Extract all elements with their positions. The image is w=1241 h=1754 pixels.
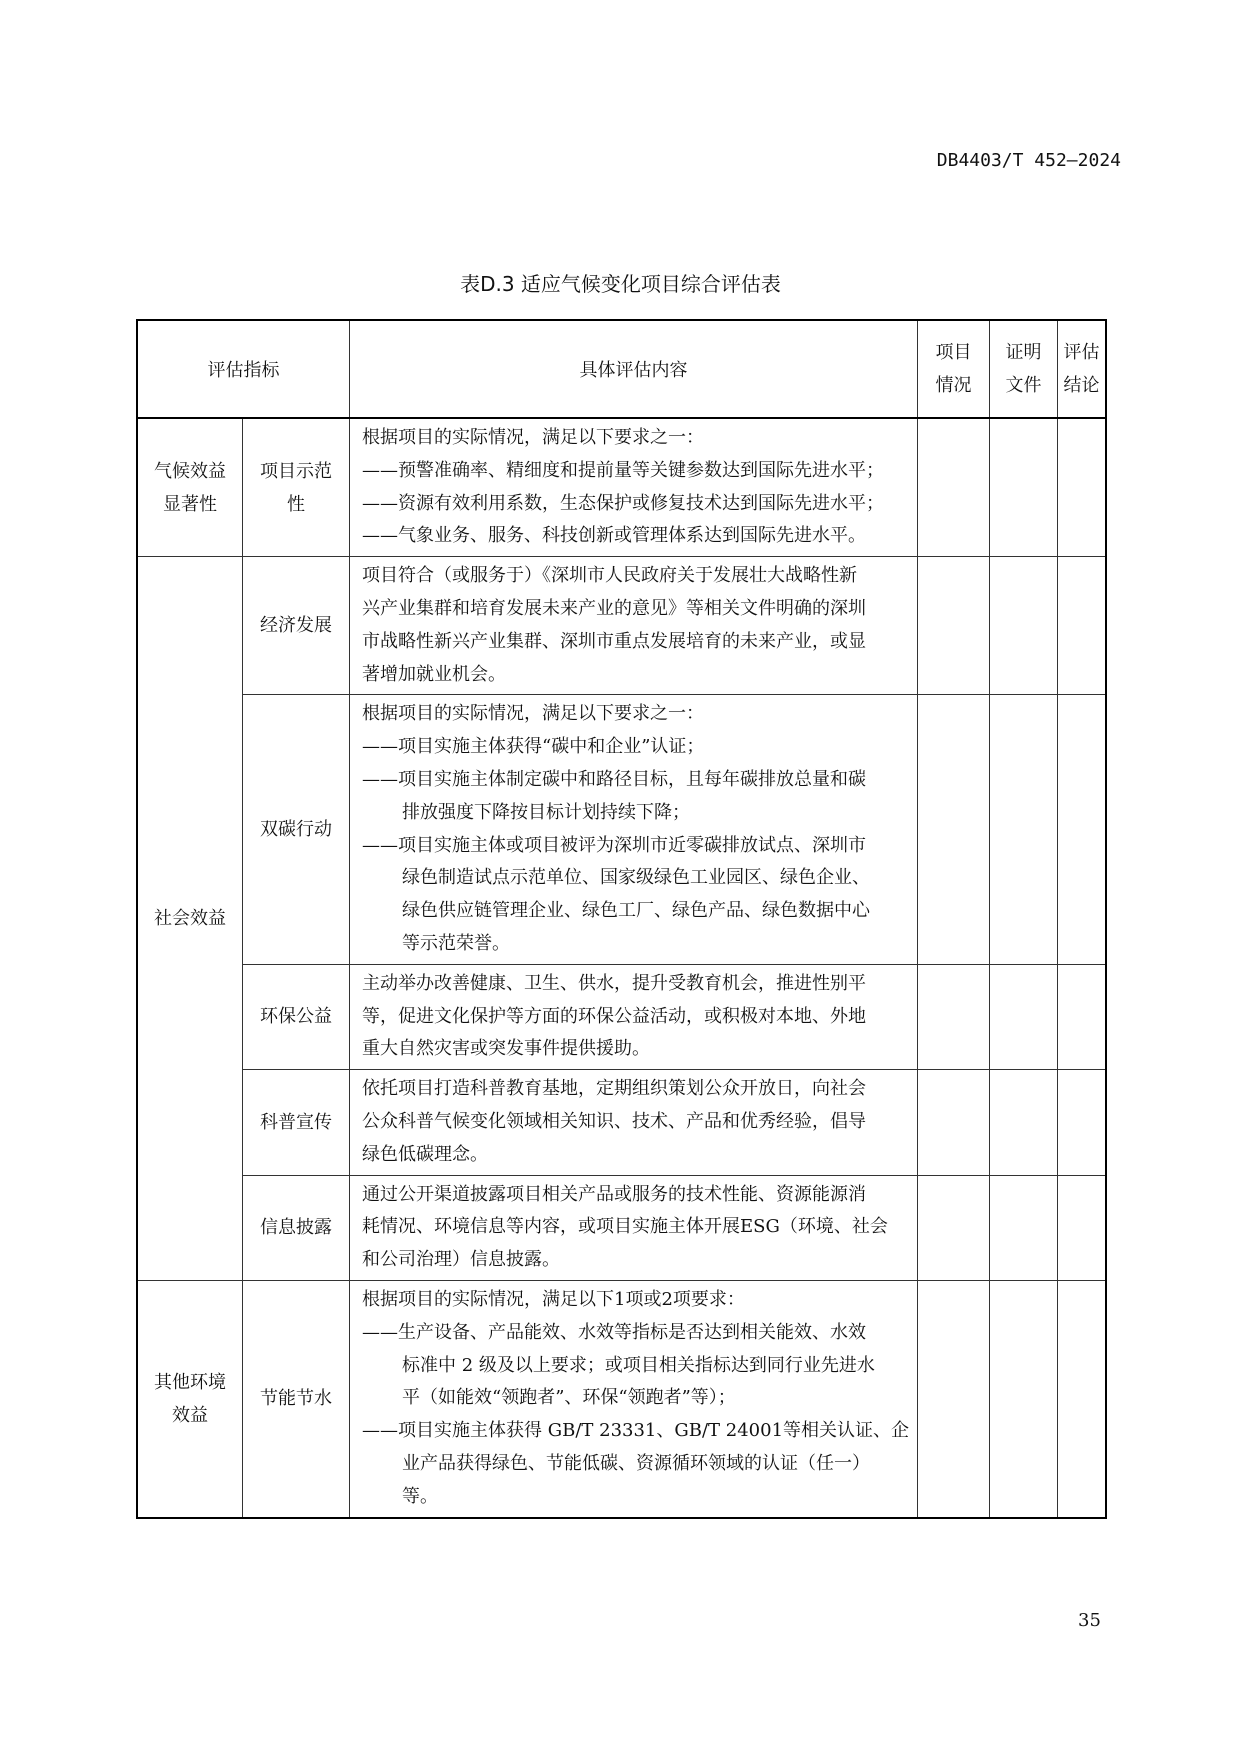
header-indicator: 评估指标 bbox=[137, 320, 350, 418]
status-cell[interactable] bbox=[918, 557, 990, 695]
content-line: ——预警准确率、精细度和提前量等关键参数达到国际先进水平； bbox=[362, 459, 884, 481]
content-line: 耗情况、环境信息等内容，或项目实施主体开展ESG（环境、社会 bbox=[362, 1216, 888, 1238]
content-line: ——项目实施主体获得 GB/T 23331、GB/T 24001等相关认证、企 bbox=[362, 1420, 910, 1442]
content-line: ——气象业务、服务、科技创新或管理体系达到国际先进水平。 bbox=[362, 525, 866, 547]
content-line: 业产品获得绿色、节能低碳、资源循环领域的认证（任一） bbox=[402, 1452, 870, 1474]
content-line: 绿色供应链管理企业、绿色工厂、绿色产品、绿色数据中心 bbox=[402, 900, 870, 922]
category-label: 社会效益 bbox=[154, 908, 226, 930]
category-label: 气候效益 bbox=[154, 460, 226, 482]
category-cell bbox=[137, 557, 243, 1281]
subcategory-label: 项目示范 bbox=[260, 460, 332, 482]
evidence-cell[interactable] bbox=[990, 1280, 1058, 1517]
content-cell bbox=[350, 1175, 918, 1280]
status-cell[interactable] bbox=[918, 964, 990, 1069]
content-line: ——项目实施主体制定碳中和路径目标，且每年碳排放总量和碳 bbox=[362, 768, 866, 790]
conclusion-cell[interactable] bbox=[1058, 1175, 1106, 1280]
evidence-cell[interactable] bbox=[990, 557, 1058, 695]
conclusion-cell[interactable] bbox=[1058, 557, 1106, 695]
evidence-cell[interactable] bbox=[990, 695, 1058, 964]
table-row bbox=[137, 1070, 1106, 1175]
evidence-cell[interactable] bbox=[990, 1070, 1058, 1175]
evidence-cell[interactable] bbox=[990, 1175, 1058, 1280]
conclusion-cell[interactable] bbox=[1058, 695, 1106, 964]
subcategory-cell bbox=[243, 557, 350, 695]
conclusion-cell[interactable] bbox=[1058, 964, 1106, 1069]
content-line: ——项目实施主体或项目被评为深圳市近零碳排放试点、深圳市 bbox=[362, 834, 866, 856]
header-evidence: 证明 文件 bbox=[990, 320, 1058, 418]
content-cell bbox=[350, 964, 918, 1069]
content-cell bbox=[350, 695, 918, 964]
content-line: 重大自然灾害或突发事件提供援助。 bbox=[362, 1038, 650, 1060]
content-line: 兴产业集群和培育发展未来产业的意见》等相关文件明确的深圳 bbox=[362, 597, 866, 619]
content-line: 等，促进文化保护等方面的环保公益活动，或积极对本地、外地 bbox=[362, 1005, 866, 1027]
evaluation-table bbox=[136, 319, 1107, 1519]
content-cell bbox=[350, 557, 918, 695]
page-number: 35 bbox=[1078, 1610, 1101, 1631]
content-line: 市战略性新兴产业集群、深圳市重点发展培育的未来产业，或显 bbox=[362, 630, 866, 652]
subcategory-label: 环保公益 bbox=[260, 1006, 332, 1028]
conclusion-cell[interactable] bbox=[1058, 1070, 1106, 1175]
subcategory-cell bbox=[243, 1175, 350, 1280]
content-line: 等。 bbox=[402, 1485, 438, 1507]
status-cell[interactable] bbox=[918, 1175, 990, 1280]
table-row bbox=[137, 1280, 1106, 1517]
conclusion-cell[interactable] bbox=[1058, 418, 1106, 557]
subcategory-cell bbox=[243, 1280, 350, 1517]
category-cell bbox=[137, 1280, 243, 1517]
conclusion-cell[interactable] bbox=[1058, 1280, 1106, 1517]
category-label: 效益 bbox=[172, 1404, 208, 1426]
content-line: 平（如能效“领跑者”、环保“领跑者”等）； bbox=[402, 1387, 736, 1409]
content-line: 绿色制造试点示范单位、国家级绿色工业园区、绿色企业、 bbox=[402, 867, 870, 889]
content-line: 根据项目的实际情况，满足以下1项或2项要求： bbox=[362, 1288, 745, 1310]
content-line: 绿色低碳理念。 bbox=[362, 1143, 488, 1165]
category-label: 其他环境 bbox=[154, 1371, 226, 1393]
subcategory-label: 性 bbox=[287, 493, 305, 515]
status-cell[interactable] bbox=[918, 1070, 990, 1175]
subcategory-label: 经济发展 bbox=[260, 615, 332, 637]
content-line: ——资源有效利用系数，生态保护或修复技术达到国际先进水平； bbox=[362, 492, 884, 514]
content-cell bbox=[350, 418, 918, 557]
table-row bbox=[137, 695, 1106, 964]
content-line: 项目符合（或服务于）《深圳市人民政府关于发展壮大战略性新 bbox=[362, 565, 857, 587]
subcategory-label: 信息披露 bbox=[260, 1217, 332, 1239]
content-cell bbox=[350, 1280, 918, 1517]
content-line: 根据项目的实际情况，满足以下要求之一： bbox=[362, 427, 704, 448]
subcategory-cell bbox=[243, 695, 350, 964]
table-header-row bbox=[137, 320, 1106, 418]
header-status: 项目 情况 bbox=[918, 320, 990, 418]
header-content: 具体评估内容 bbox=[350, 320, 918, 418]
content-cell bbox=[350, 1070, 918, 1175]
content-line: 根据项目的实际情况，满足以下要求之一： bbox=[362, 703, 704, 725]
table-row bbox=[137, 557, 1106, 695]
content-line: 依托项目打造科普教育基地，定期组织策划公众开放日，向社会 bbox=[362, 1078, 866, 1100]
subcategory-label: 节能节水 bbox=[260, 1388, 332, 1410]
content-line: ——生产设备、产品能效、水效等指标是否达到相关能效、水效 bbox=[362, 1321, 866, 1343]
content-line: 排放强度下降按目标计划持续下降； bbox=[402, 801, 690, 823]
content-line: 通过公开渠道披露项目相关产品或服务的技术性能、资源能源消 bbox=[362, 1183, 866, 1205]
evidence-cell[interactable] bbox=[990, 418, 1058, 557]
category-label: 显著性 bbox=[163, 493, 217, 515]
table-row bbox=[137, 964, 1106, 1069]
content-line: 等示范荣誉。 bbox=[402, 932, 510, 954]
subcategory-label: 双碳行动 bbox=[260, 819, 332, 841]
document-code: DB4403/T 452—2024 bbox=[936, 150, 1121, 171]
content-line: 标准中 2 级及以上要求；或项目相关指标达到同行业先进水 bbox=[402, 1354, 875, 1376]
table-title: 表D.3 适应气候变化项目综合评估表 bbox=[460, 272, 781, 296]
subcategory-label: 科普宣传 bbox=[260, 1111, 332, 1133]
status-cell[interactable] bbox=[918, 418, 990, 557]
table-row bbox=[137, 418, 1106, 557]
content-line: 公众科普气候变化领域相关知识、技术、产品和优秀经验，倡导 bbox=[362, 1110, 866, 1132]
header-conclusion: 评估 结论 bbox=[1058, 320, 1106, 418]
content-line: 和公司治理）信息披露。 bbox=[362, 1249, 560, 1271]
subcategory-cell bbox=[243, 1070, 350, 1175]
category-cell bbox=[137, 418, 243, 557]
subcategory-cell bbox=[243, 964, 350, 1069]
content-line: 主动举办改善健康、卫生、供水，提升受教育机会，推进性别平 bbox=[362, 972, 866, 994]
status-cell[interactable] bbox=[918, 695, 990, 964]
table-row bbox=[137, 1175, 1106, 1280]
status-cell[interactable] bbox=[918, 1280, 990, 1517]
content-line: 著增加就业机会。 bbox=[362, 663, 506, 685]
evidence-cell[interactable] bbox=[990, 964, 1058, 1069]
subcategory-cell bbox=[243, 418, 350, 557]
content-line: ——项目实施主体获得“碳中和企业”认证； bbox=[362, 736, 705, 758]
